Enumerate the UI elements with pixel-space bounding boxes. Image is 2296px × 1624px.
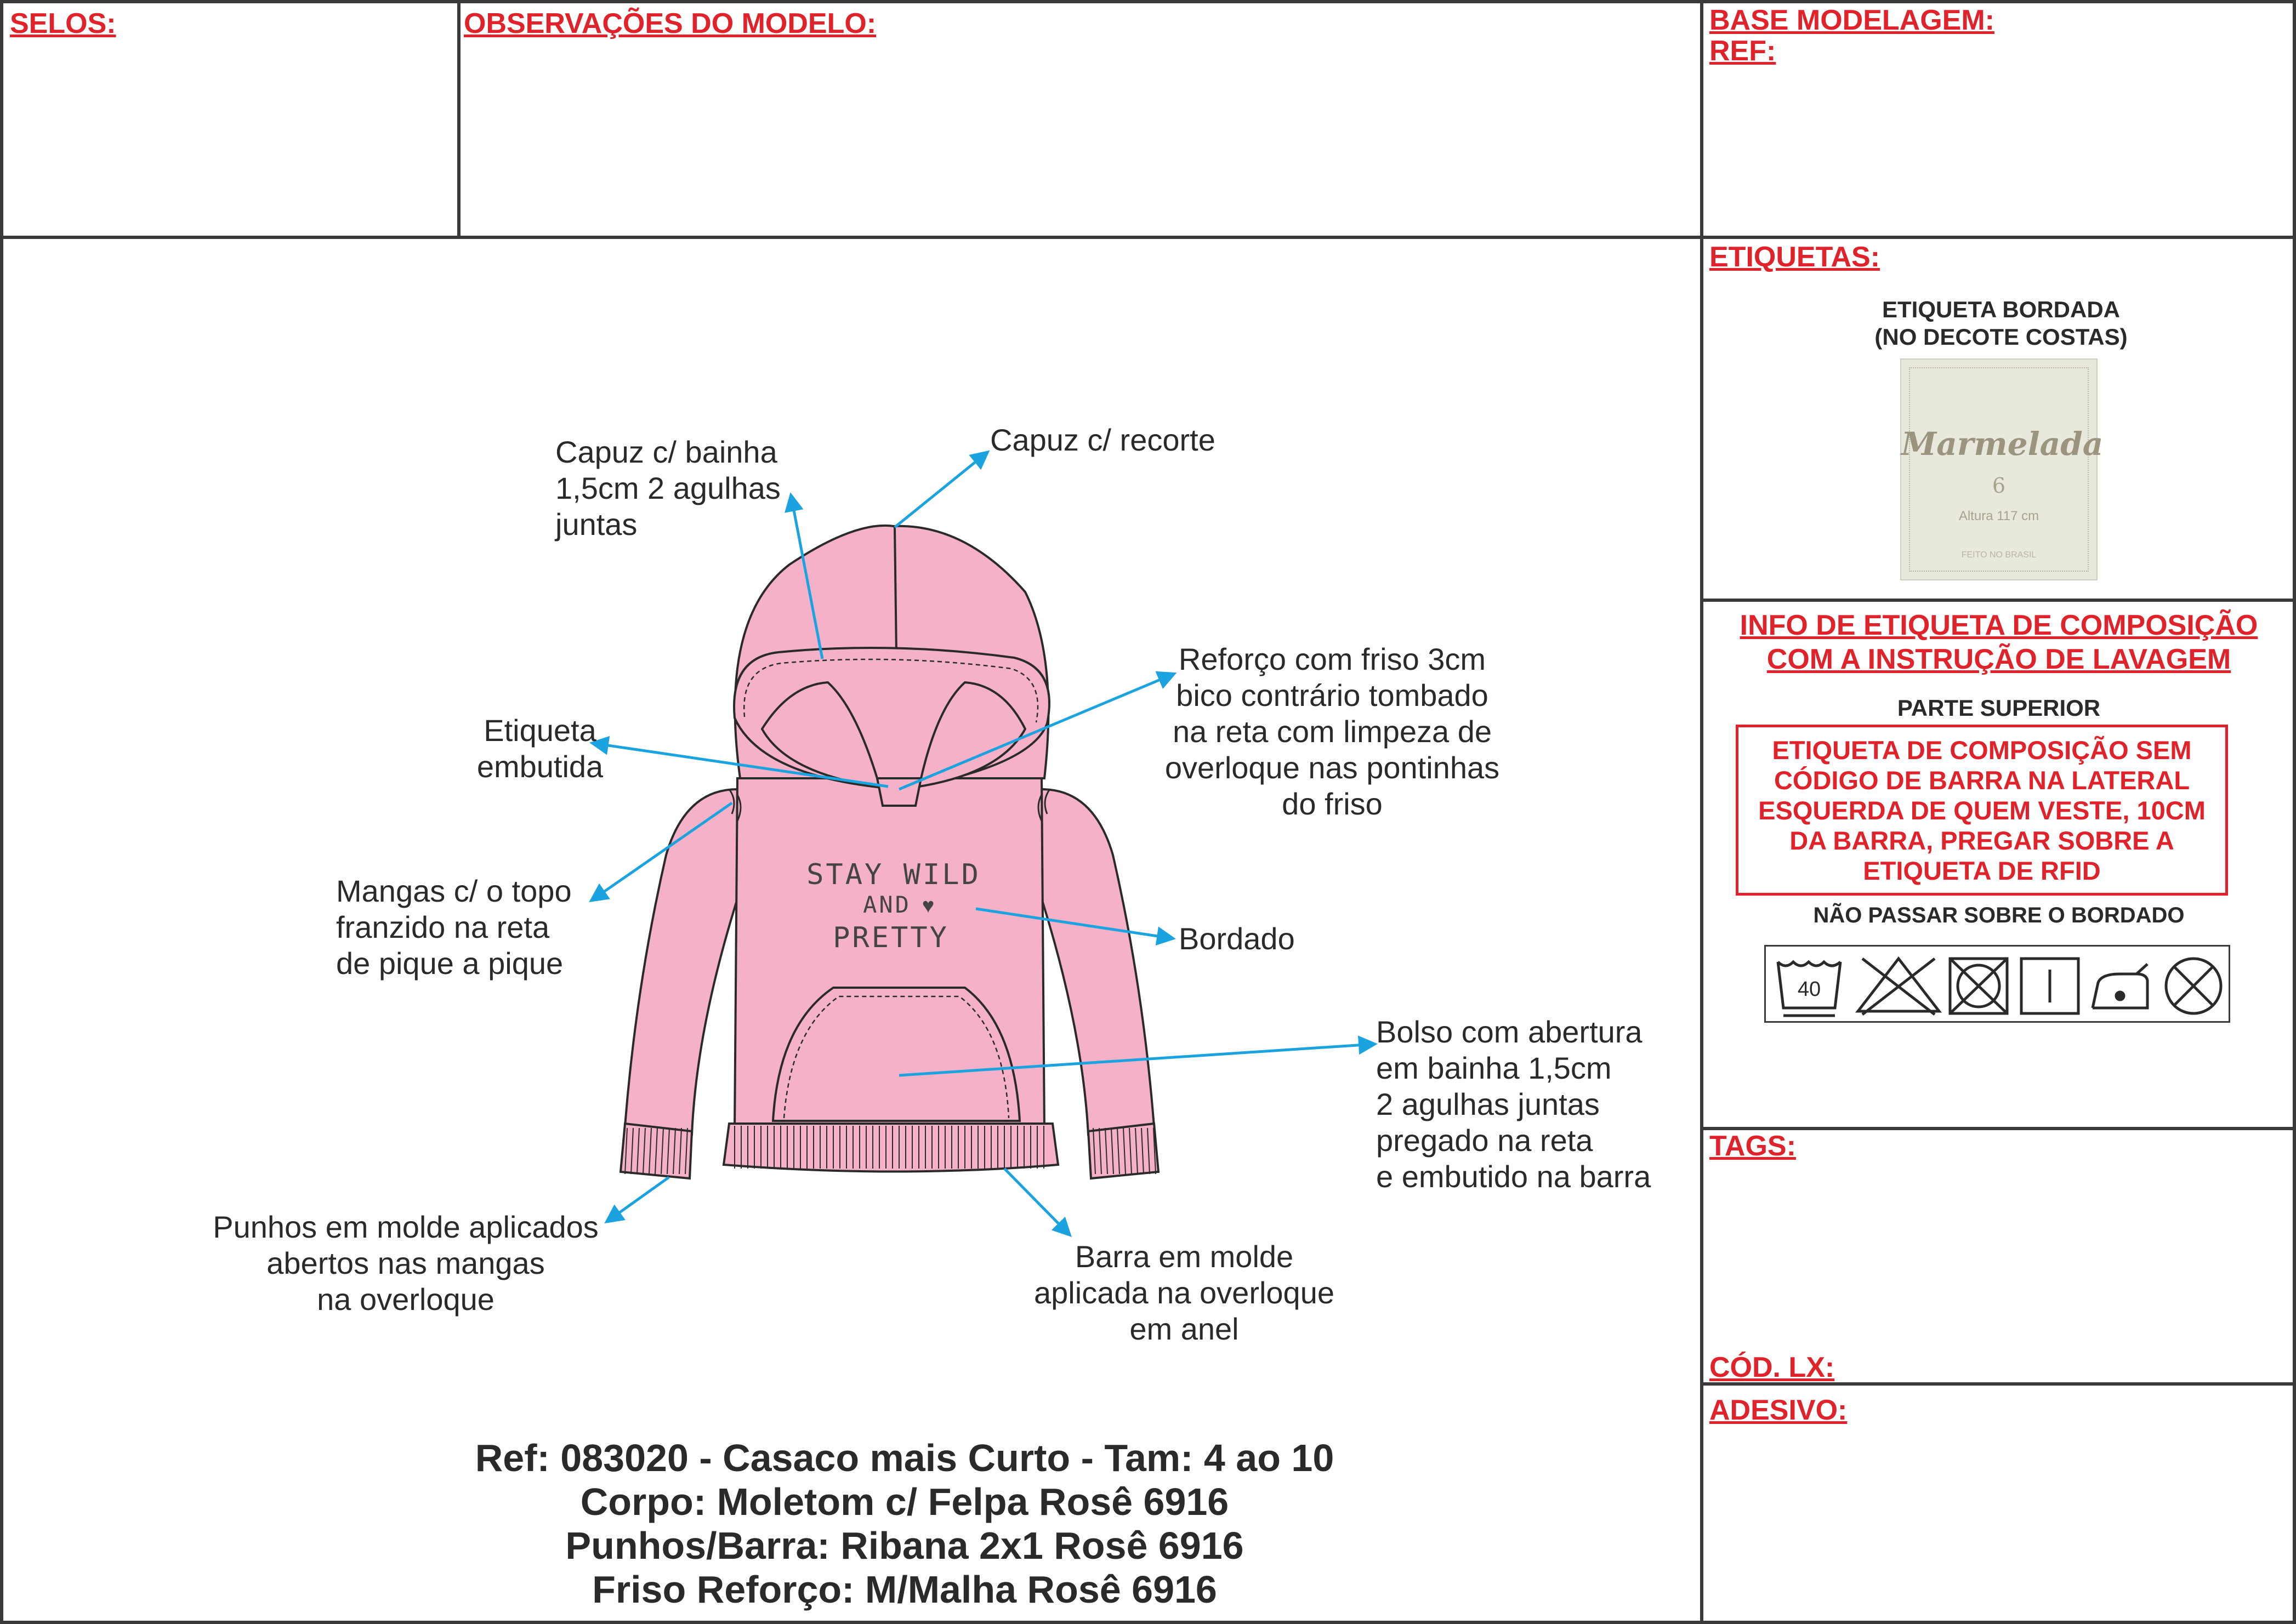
label-size: 6: [1992, 474, 2006, 498]
label-brand: Marmelada: [1901, 425, 2104, 463]
note-bolso-line4: pregado na reta: [1376, 1123, 1593, 1158]
composicao-line-2: CÓDIGO DE BARRA NA LATERAL: [1774, 766, 2190, 795]
kangaroo-pocket: [773, 988, 1020, 1121]
note-bordado-line1: Bordado: [1179, 921, 1295, 956]
note-barra: [987, 1239, 1382, 1347]
note-mangas-line2: franzido na reta: [336, 910, 550, 944]
embroidery-heart-icon: ♥: [922, 894, 935, 918]
etiquetas-divider: [1702, 599, 2296, 602]
arrow-barra: [1004, 1169, 1069, 1234]
embroidered-label-image: [1900, 358, 2104, 580]
observacoes-label: OBSERVAÇÕES DO MODELO:: [464, 8, 877, 39]
composicao-line-4: DA BARRA, PREGAR SOBRE A: [1789, 826, 2174, 855]
embroidery-line2: AND: [863, 891, 911, 918]
note-barra-line1: Barra em molde: [1075, 1239, 1294, 1274]
line-dry-icon: [2021, 959, 2078, 1013]
etiquetas-label: ETIQUETAS:: [1709, 241, 1880, 273]
label-made-in: FEITO NO BRASIL: [1961, 550, 2037, 560]
note-punhos-line3: na overloque: [317, 1282, 495, 1317]
note-reforco-line5: do friso: [1282, 787, 1383, 821]
adesivo-label: ADESIVO:: [1709, 1394, 1848, 1426]
embroidery-line3: PRETTY: [833, 921, 949, 954]
note-capuz-recorte-line1: Capuz c/ recorte: [990, 423, 1215, 457]
note-capuz-bainha-line3: juntas: [555, 507, 638, 542]
note-bordado: [1179, 921, 1295, 957]
note-mangas: [336, 873, 572, 982]
note-capuz-recorte: [990, 422, 1215, 458]
reference-line3: Punhos/Barra: Ribana 2x1 Rosê 6916: [565, 1524, 1244, 1567]
info-composicao-line1: INFO DE ETIQUETA DE COMPOSIÇÃO: [1740, 609, 2258, 641]
no-bleach-icon: [1858, 959, 1939, 1015]
composicao-warning-box: [1736, 725, 2228, 896]
info-composicao-line2: COM A INSTRUÇÃO DE LAVAGEM: [1766, 643, 2231, 675]
note-etiqueta-line1: Etiqueta: [484, 713, 596, 748]
note-barra-line3: em anel: [1129, 1312, 1239, 1346]
note-reforco-line3: na reta com limpeza de: [1172, 714, 1492, 749]
note-reforco-line4: overloque nas pontinhas: [1164, 750, 1500, 785]
note-reforco-friso: [1151, 641, 1513, 822]
wash-40-icon: [1778, 962, 1840, 1016]
note-bolso-line2: em bainha 1,5cm: [1376, 1051, 1612, 1085]
arrow-capuz-recorte: [895, 453, 987, 527]
reference-line4: Friso Reforço: M/Malha Rosê 6916: [592, 1568, 1217, 1611]
note-punhos: [197, 1209, 614, 1318]
note-capuz-bainha-line2: 1,5cm 2 agulhas: [555, 471, 781, 505]
ref-label: REF:: [1709, 35, 1776, 67]
note-etiqueta-line2: embutida: [476, 749, 604, 784]
reference-line2: Corpo: Moletom c/ Felpa Rosê 6916: [580, 1480, 1229, 1523]
note-reforco-line2: bico contrário tombado: [1176, 678, 1488, 713]
note-punhos-line1: Punhos em molde aplicados: [213, 1210, 599, 1244]
label-stitch-border: [1909, 367, 2089, 572]
note-punhos-line2: abertos nas mangas: [266, 1246, 545, 1280]
tags-label: TAGS:: [1709, 1130, 1796, 1162]
selos-label: SELOS:: [10, 8, 116, 39]
note-barra-line2: aplicada na overloque: [1034, 1275, 1334, 1310]
note-reforco-line1: Reforço com friso 3cm: [1178, 642, 1486, 676]
note-bolso-line5: e embutido na barra: [1376, 1159, 1651, 1194]
cod-lx-label: CÓD. LX:: [1709, 1352, 1835, 1383]
no-dry-clean-icon: [2166, 959, 2221, 1013]
parte-superior: PARTE SUPERIOR: [1897, 695, 2101, 721]
etiqueta-bordada-title: [1809, 296, 2193, 351]
composicao-line-1: ETIQUETA DE COMPOSIÇÃO SEM: [1772, 736, 2192, 765]
label-height: Altura 117 cm: [1958, 509, 2039, 523]
note-capuz-bainha: [555, 434, 781, 543]
sidebar-divider: [1700, 0, 1703, 1624]
care-symbols: [1766, 947, 2232, 1024]
etiqueta-bordada-line1: ETIQUETA BORDADA: [1882, 297, 2120, 322]
note-mangas-line3: de pique a pique: [336, 946, 564, 981]
arrow-punhos: [607, 1177, 669, 1221]
composicao-line-3: ESQUERDA DE QUEM VESTE, 10CM: [1758, 796, 2206, 825]
note-mangas-line1: Mangas c/ o topo: [336, 874, 572, 908]
composicao-line-5: ETIQUETA DE RFID: [1863, 856, 2101, 885]
info-composicao-title: [1702, 608, 2296, 676]
iron-low-icon: [2093, 964, 2147, 1008]
wash-temperature: 40: [1797, 978, 1821, 1001]
base-modelagem-label: BASE MODELAGEM:: [1709, 4, 1994, 36]
no-tumble-dry-icon: [1950, 959, 2007, 1013]
note-bolso-line1: Bolso com abertura: [1376, 1015, 1643, 1049]
right-sleeve: [1042, 789, 1154, 1135]
note-bolso-line3: 2 agulhas juntas: [1376, 1087, 1600, 1121]
care-symbols-box: [1764, 945, 2230, 1023]
note-etiqueta-embutida: [463, 713, 617, 785]
note-capuz-bainha-line1: Capuz c/ bainha: [555, 435, 777, 469]
nao-passar-note: NÃO PASSAR SOBRE O BORDADO: [1813, 903, 2185, 927]
etiqueta-bordada-line2: (NO DECOTE COSTAS): [1874, 324, 2128, 350]
note-bolso: [1376, 1014, 1651, 1195]
embroidery-line1: STAY WILD: [806, 858, 981, 891]
left-sleeve: [625, 789, 737, 1135]
reference-line1: Ref: 083020 - Casaco mais Curto - Tam: 4 ao 10: [475, 1437, 1334, 1479]
